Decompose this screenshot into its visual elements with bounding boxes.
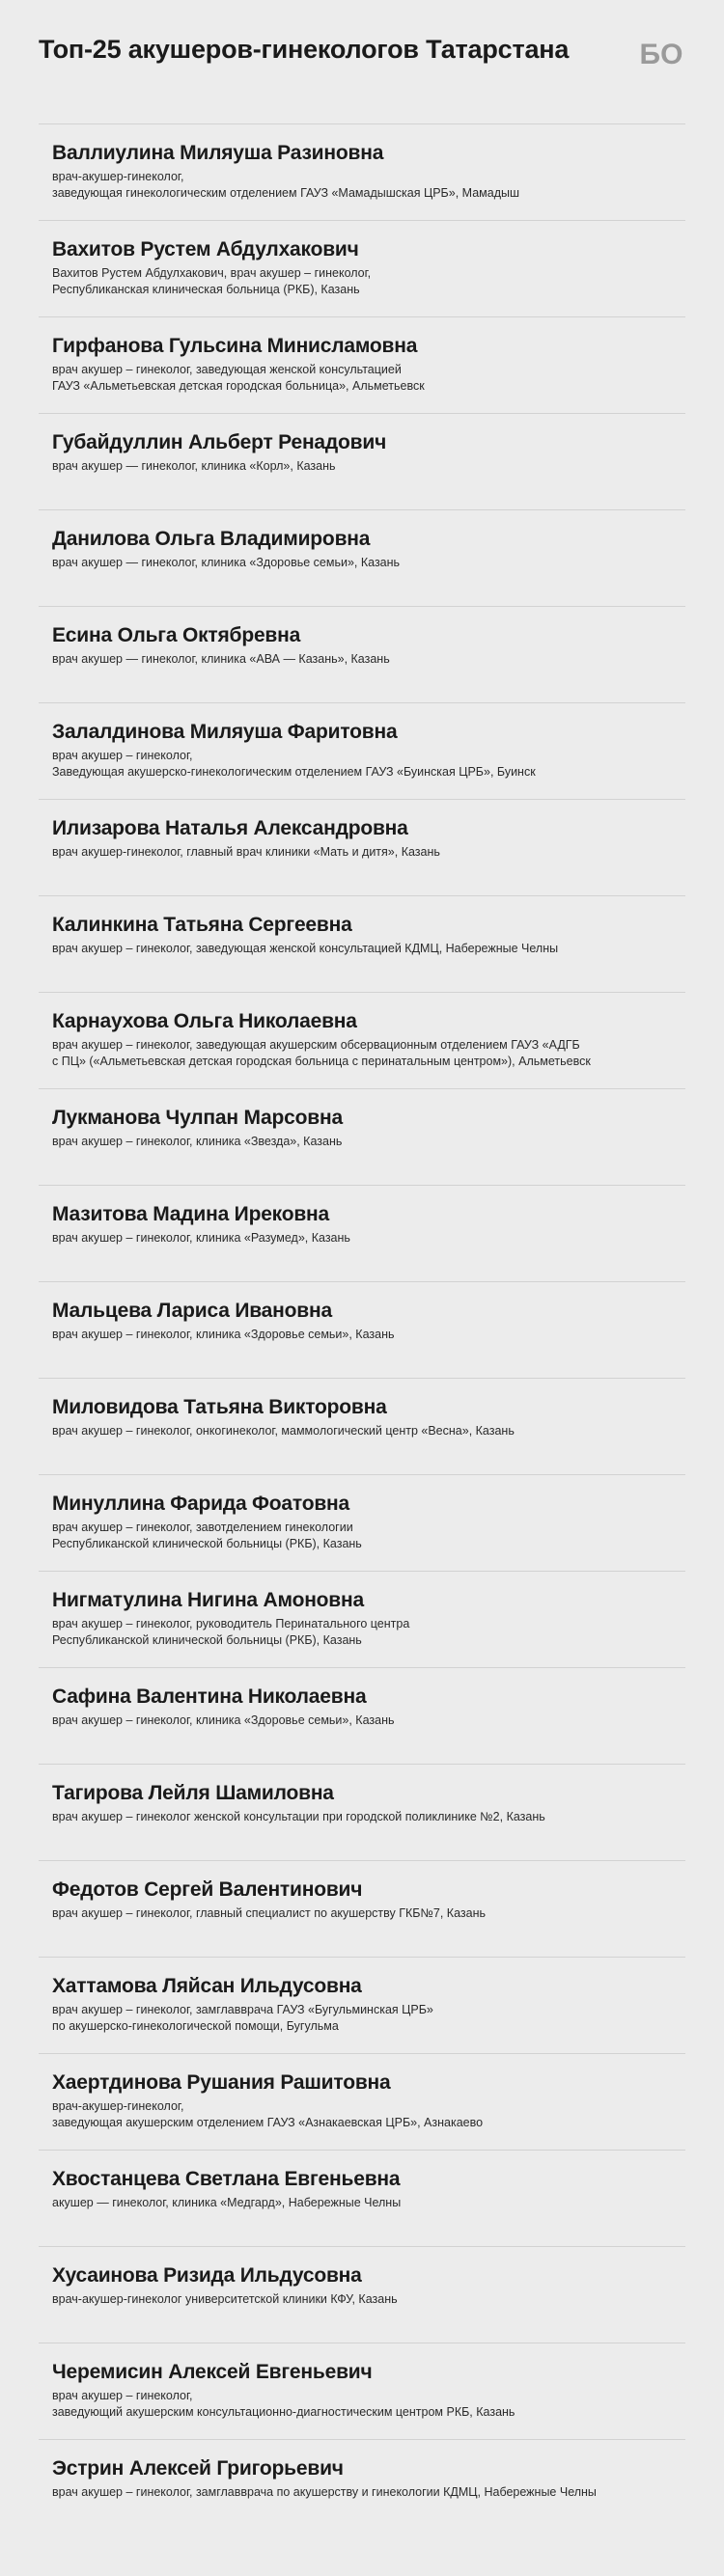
doctor-description: врач акушер-гинеколог, главный врач клиники «Мать и дитя», Казань <box>52 845 440 859</box>
doctor-description: врач акушер – гинеколог, клиника «Здоровье семьи», Казань <box>52 1328 395 1341</box>
doctor-description: врач акушер – гинеколог, заведующий акушерским консультационно-диагностическим центром РКБ, Казань <box>52 2389 515 2419</box>
doctor-description: врач акушер – гинеколог, Заведующая акушерско-гинекологическим отделением ГАУЗ «Буинская ЦРБ», Буинск <box>52 749 536 779</box>
doctor-name: Сафина Валентина Николаевна <box>52 1685 367 1708</box>
list-item <box>39 1667 685 1764</box>
list-item <box>39 799 685 895</box>
doctor-name: Федотов Сергей Валентинович <box>52 1878 363 1901</box>
doctor-name: Миловидова Татьяна Викторовна <box>52 1396 387 1418</box>
list-item <box>39 1957 685 2053</box>
page-title: Топ-25 акушеров-гинекологов Татарстана <box>39 35 570 64</box>
doctor-description: врач-акушер-гинеколог, заведующая акушерским отделением ГАУЗ «Азнакаевская ЦРБ», Азнакаево <box>52 2099 484 2129</box>
doctor-description: врач акушер – гинеколог, замглавврача ГАУЗ «Бугульминская ЦРБ» по акушерско-гинекологической помощи, Бугульма <box>52 2003 433 2033</box>
doctor-name: Губайдуллин Альберт Ренадович <box>52 431 387 453</box>
doctor-description: врач акушер – гинеколог, завотделением гинекологии Республиканской клинической больницы (РКБ), Казань <box>52 1521 362 1550</box>
list-item <box>39 413 685 509</box>
doctor-name: Мазитова Мадина Ирековна <box>52 1203 330 1225</box>
list-item <box>39 1764 685 1860</box>
list-item <box>39 1088 685 1185</box>
list-item <box>39 1281 685 1378</box>
doctor-description: врач акушер – гинеколог, заведующая женской консультацией ГАУЗ «Альметьевская детская городская больница», Альметьевск <box>52 363 425 393</box>
list-item <box>39 316 685 413</box>
doctor-description: врач акушер — гинеколог, клиника «Корл», Казань <box>52 459 336 473</box>
list-item <box>39 1378 685 1474</box>
doctor-description: врач акушер – гинеколог, главный специалист по акушерству ГКБ№7, Казань <box>52 1906 486 1920</box>
doctor-name: Хвостанцева Светлана Евгеньевна <box>52 2168 401 2190</box>
doctor-name: Минуллина Фарида Фоатовна <box>52 1493 350 1515</box>
doctor-name: Мальцева Лариса Ивановна <box>52 1300 332 1322</box>
doctor-name: Хаертдинова Рушания Рашитовна <box>52 2071 391 2094</box>
doctor-name: Залалдинова Миляуша Фаритовна <box>52 721 398 743</box>
doctor-description: врач акушер – гинеколог, клиника «Звезда», Казань <box>52 1135 343 1148</box>
list-item <box>39 2150 685 2246</box>
logo-text: БО <box>639 39 683 69</box>
doctor-name: Нигматулина Нигина Амоновна <box>52 1589 364 1611</box>
bo-logo <box>637 37 685 69</box>
doctor-description: врач акушер – гинеколог, заведующая женской консультацией КДМЦ, Набережные Челны <box>52 942 559 955</box>
list-item <box>39 895 685 992</box>
list-item <box>39 2246 685 2343</box>
doctor-name: Карнаухова Ольга Николаевна <box>52 1010 357 1032</box>
list-item <box>39 1185 685 1281</box>
list-item <box>39 220 685 316</box>
doctor-name: Тагирова Лейля Шамиловна <box>52 1782 334 1804</box>
doctor-name: Калинкина Татьяна Сергеевна <box>52 914 352 936</box>
list-item <box>39 1571 685 1667</box>
list-item <box>39 992 685 1088</box>
page-header <box>39 35 685 123</box>
doctor-name: Хаттамова Ляйсан Ильдусовна <box>52 1975 362 1997</box>
list-item <box>39 123 685 220</box>
doctor-description: врач акушер – гинеколог, заведующая акушерским обсервационным отделением ГАУЗ «АДГБ с ПЦ» («Альметьевская детская городская больница с перинатальным центром»), Альметьевск <box>52 1038 591 1068</box>
doctor-description: врач акушер – гинеколог, онкогинеколог, маммологический центр «Весна», Казань <box>52 1424 515 1438</box>
doctor-name: Лукманова Чулпан Марсовна <box>52 1107 343 1129</box>
doctor-name: Гирфанова Гульсина Минисламовна <box>52 335 418 357</box>
doctor-name: Есина Ольга Октябревна <box>52 624 301 646</box>
doctor-description: врач акушер — гинеколог, клиника «Здоровье семьи», Казань <box>52 556 401 569</box>
list-item <box>39 1860 685 1957</box>
doctor-name: Данилова Ольга Владимировна <box>52 528 371 550</box>
doctor-description: акушер — гинеколог, клиника «Медгард», Набережные Челны <box>52 2196 402 2209</box>
doctor-description: врач акушер — гинеколог, клиника «АВА — Казань», Казань <box>52 652 390 666</box>
doctor-name: Черемисин Алексей Евгеньевич <box>52 2361 373 2383</box>
doctor-name: Хусаинова Ризида Ильдусовна <box>52 2264 362 2287</box>
doctor-name: Илизарова Наталья Александровна <box>52 817 408 839</box>
doctor-name: Вахитов Рустем Абдулхакович <box>52 238 359 260</box>
doctor-description: врач акушер – гинеколог, клиника «Здоровье семьи», Казань <box>52 1713 395 1727</box>
doctor-description: врач акушер – гинеколог, руководитель Перинатального центра Республиканской клинической больницы (РКБ), Казань <box>52 1617 410 1647</box>
doctor-name: Эстрин Алексей Григорьевич <box>52 2457 344 2480</box>
doctor-description: врач акушер – гинеколог, замглавврача по акушерству и гинекологии КДМЦ, Набережные Челны <box>52 2485 597 2499</box>
list-item <box>39 606 685 702</box>
list-item <box>39 2053 685 2150</box>
list-item <box>39 702 685 799</box>
list-item <box>39 2439 685 2535</box>
doctor-name: Валлиулина Миляуша Разиновна <box>52 142 384 164</box>
doctor-description: врач акушер – гинеколог женской консультации при городской поликлинике №2, Казань <box>52 1810 545 1823</box>
list-item <box>39 509 685 606</box>
doctor-description: врач акушер – гинеколог, клиника «Разумед», Казань <box>52 1231 350 1245</box>
list-item <box>39 1474 685 1571</box>
doctor-description: врач-акушер-гинеколог, заведующая гинекологическим отделением ГАУЗ «Мамадышская ЦРБ», Мамадыш <box>52 170 520 200</box>
list-item <box>39 2343 685 2439</box>
doctor-list <box>39 123 685 2535</box>
doctor-description: врач-акушер-гинеколог университетской клиники КФУ, Казань <box>52 2292 398 2306</box>
doctor-description: Вахитов Рустем Абдулхакович, врач акушер – гинеколог, Республиканская клиническая больница (РКБ), Казань <box>52 266 372 296</box>
